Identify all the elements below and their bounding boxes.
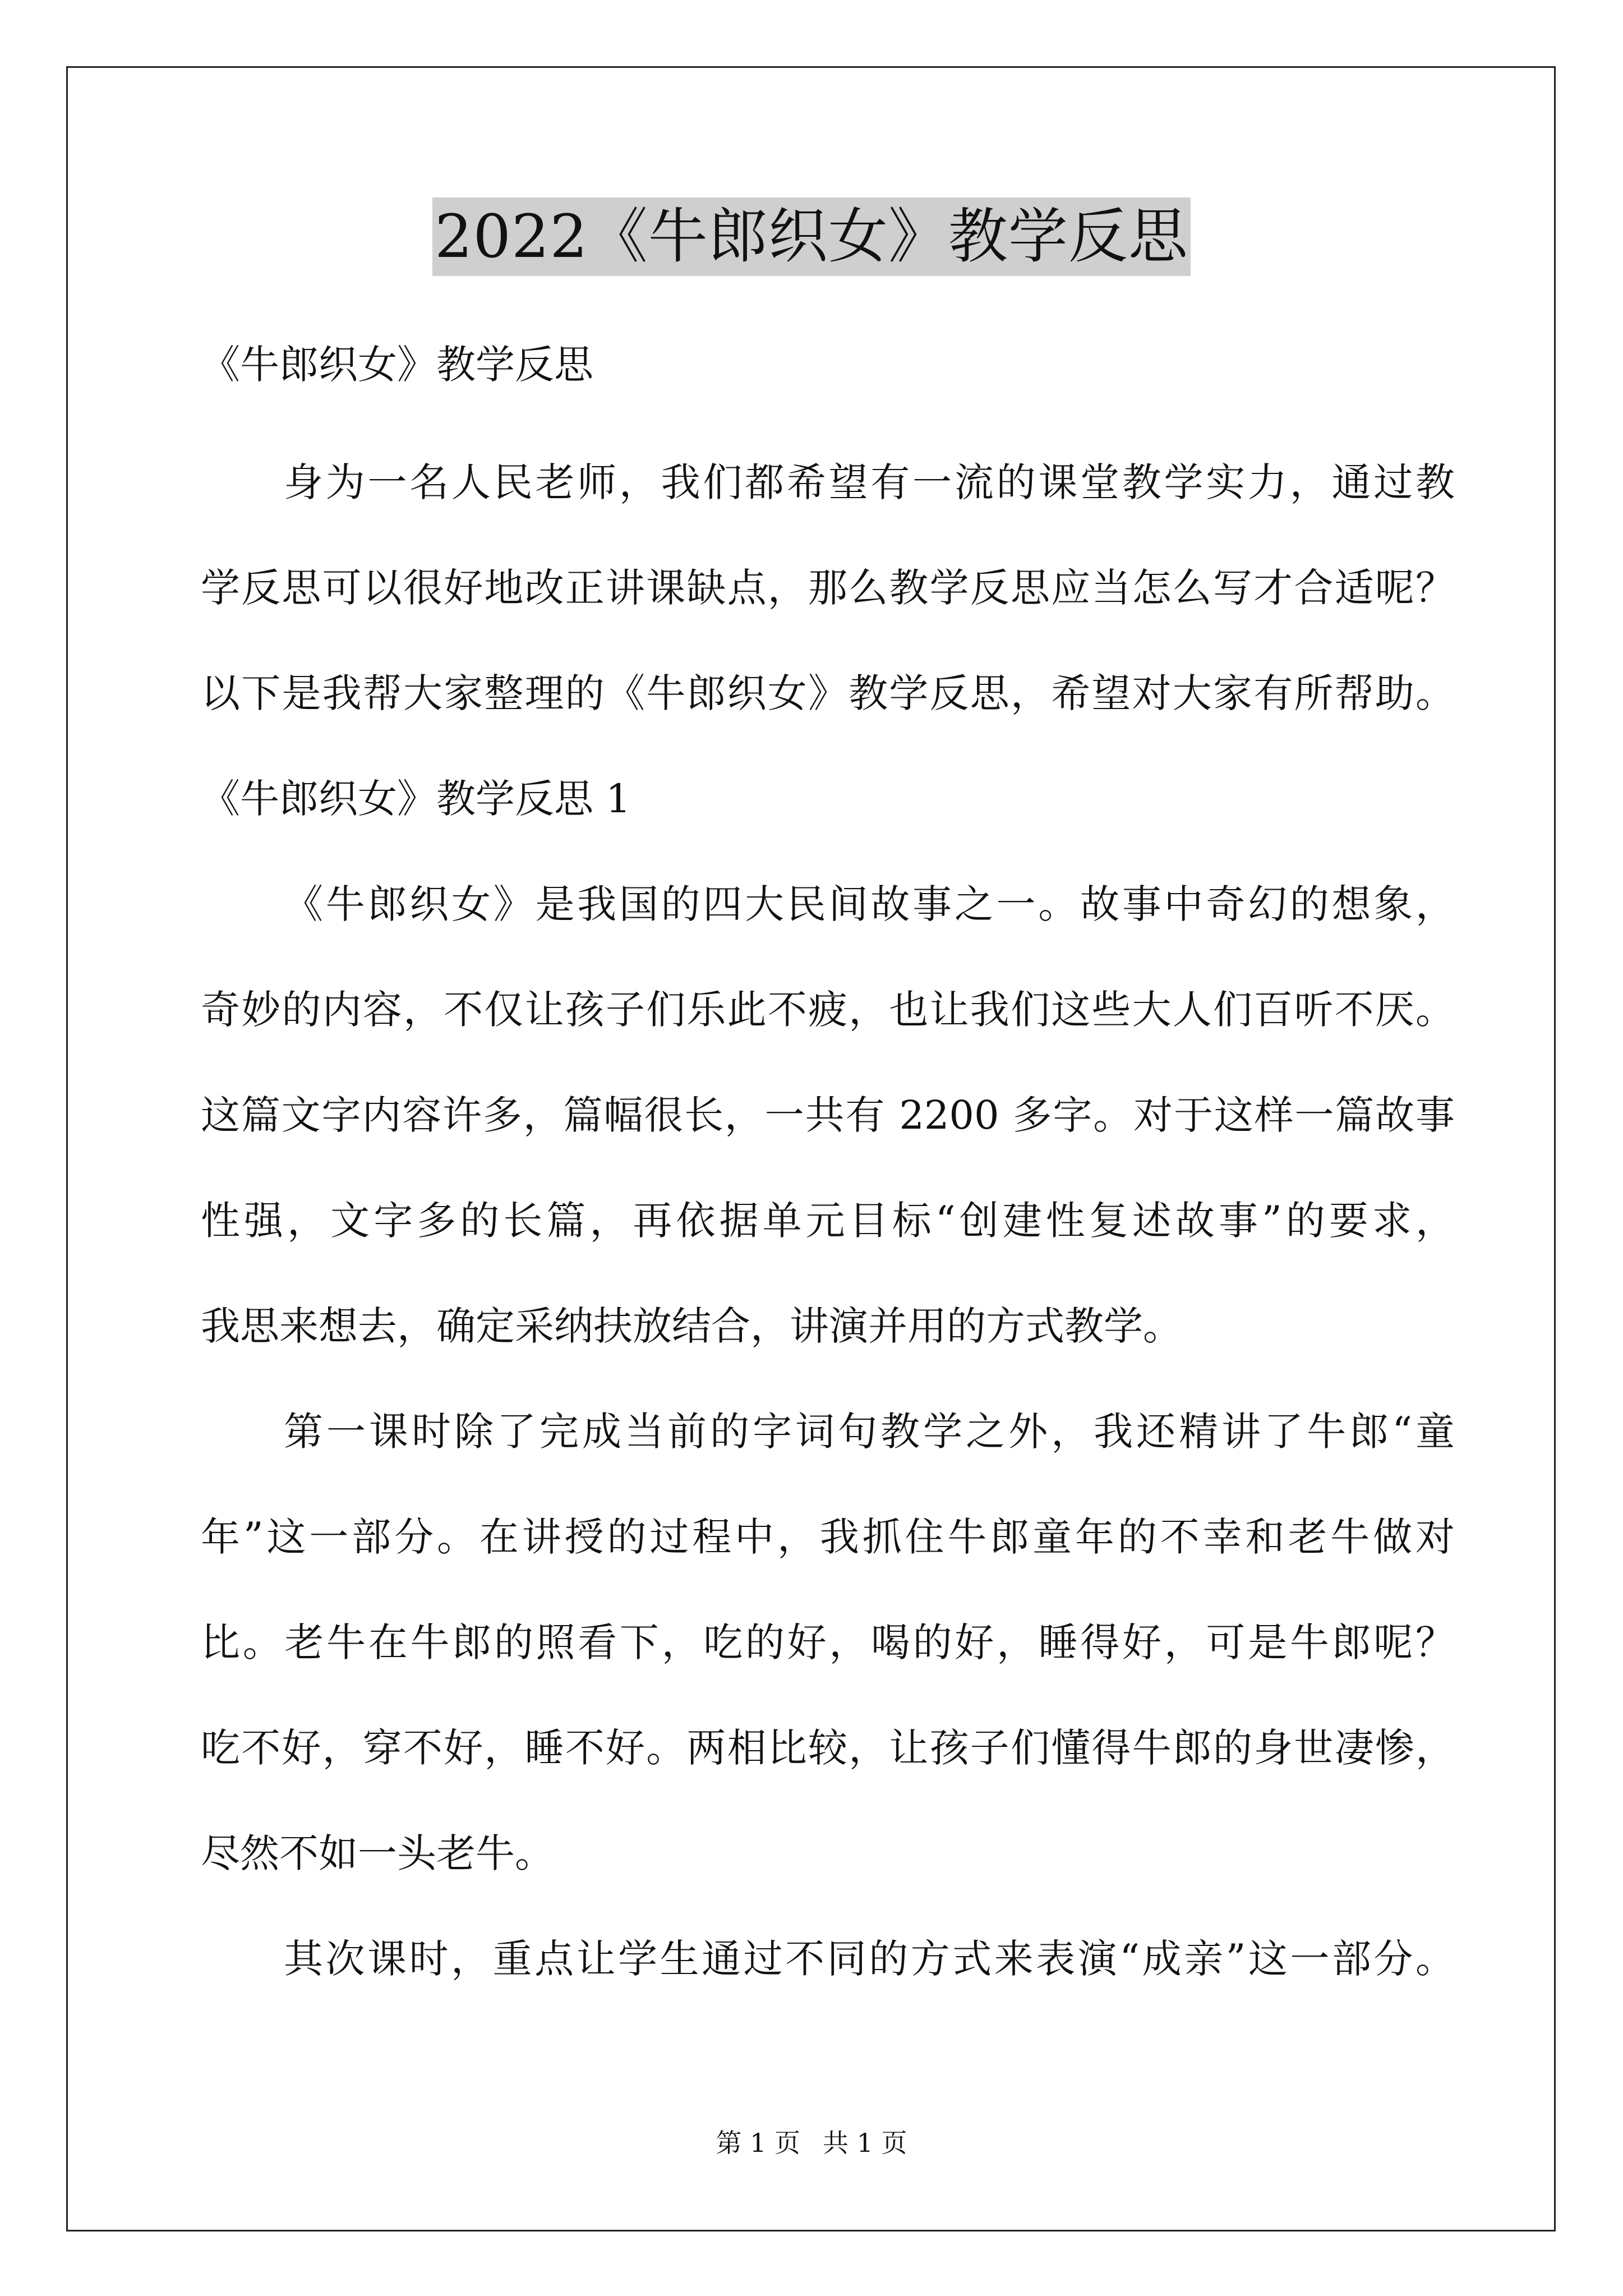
paragraph-line: 年”这一部分。在讲授的过程中，我抓住牛郎童年的不幸和老牛做对 — [201, 1514, 1455, 1560]
paragraph-line: 其次课时，重点让学生通过不同的方式来表演“成亲”这一部分。 — [284, 1936, 1455, 1982]
paragraph-line: 身为一名人民老师，我们都希望有一流的课堂教学实力，通过教 — [284, 459, 1455, 505]
paragraph-line: 尽然不如一头老牛。 — [201, 1830, 554, 1876]
paragraph-line: 性强，文字多的长篇，再依据单元目标“创建性复述故事”的要求， — [201, 1198, 1455, 1244]
page-number-current: 第 1 页 — [716, 2128, 800, 2158]
paragraph-line: 以下是我帮大家整理的《牛郎织女》教学反思，希望对大家有所帮助。 — [201, 670, 1455, 716]
document-title: 2022《牛郎织女》教学反思 — [432, 197, 1191, 276]
paragraph-line: 比。老牛在牛郎的照看下，吃的好，喝的好，睡得好，可是牛郎呢？ — [201, 1619, 1455, 1665]
subtitle-line: 《牛郎织女》教学反思 — [201, 342, 593, 388]
section-heading: 《牛郎织女》教学反思 1 — [201, 776, 631, 822]
paragraph-line: 我思来想去，确定采纳扶放结合，讲演并用的方式教学。 — [201, 1303, 1182, 1349]
page-number-total: 共 1 页 — [823, 2128, 907, 2158]
paragraph-line: 这篇文字内容许多，篇幅很长，一共有 2200 多字。对于这样一篇故事 — [201, 1092, 1455, 1138]
paragraph-line: 学反思可以很好地改正讲课缺点，那么教学反思应当怎么写才合适呢？ — [201, 565, 1455, 611]
page-footer — [0, 2126, 1623, 2160]
paragraph-line: 《牛郎织女》是我国的四大民间故事之一。故事中奇幻的想象， — [284, 881, 1455, 927]
paragraph-line: 吃不好，穿不好，睡不好。两相比较，让孩子们懂得牛郎的身世凄惨， — [201, 1725, 1455, 1771]
paragraph-line: 第一课时除了完成当前的字词句教学之外，我还精讲了牛郎“童 — [284, 1409, 1455, 1455]
paragraph-line: 奇妙的内容，不仅让孩子们乐此不疲，也让我们这些大人们百听不厌。 — [201, 987, 1455, 1033]
title-wrapper — [0, 197, 1623, 276]
